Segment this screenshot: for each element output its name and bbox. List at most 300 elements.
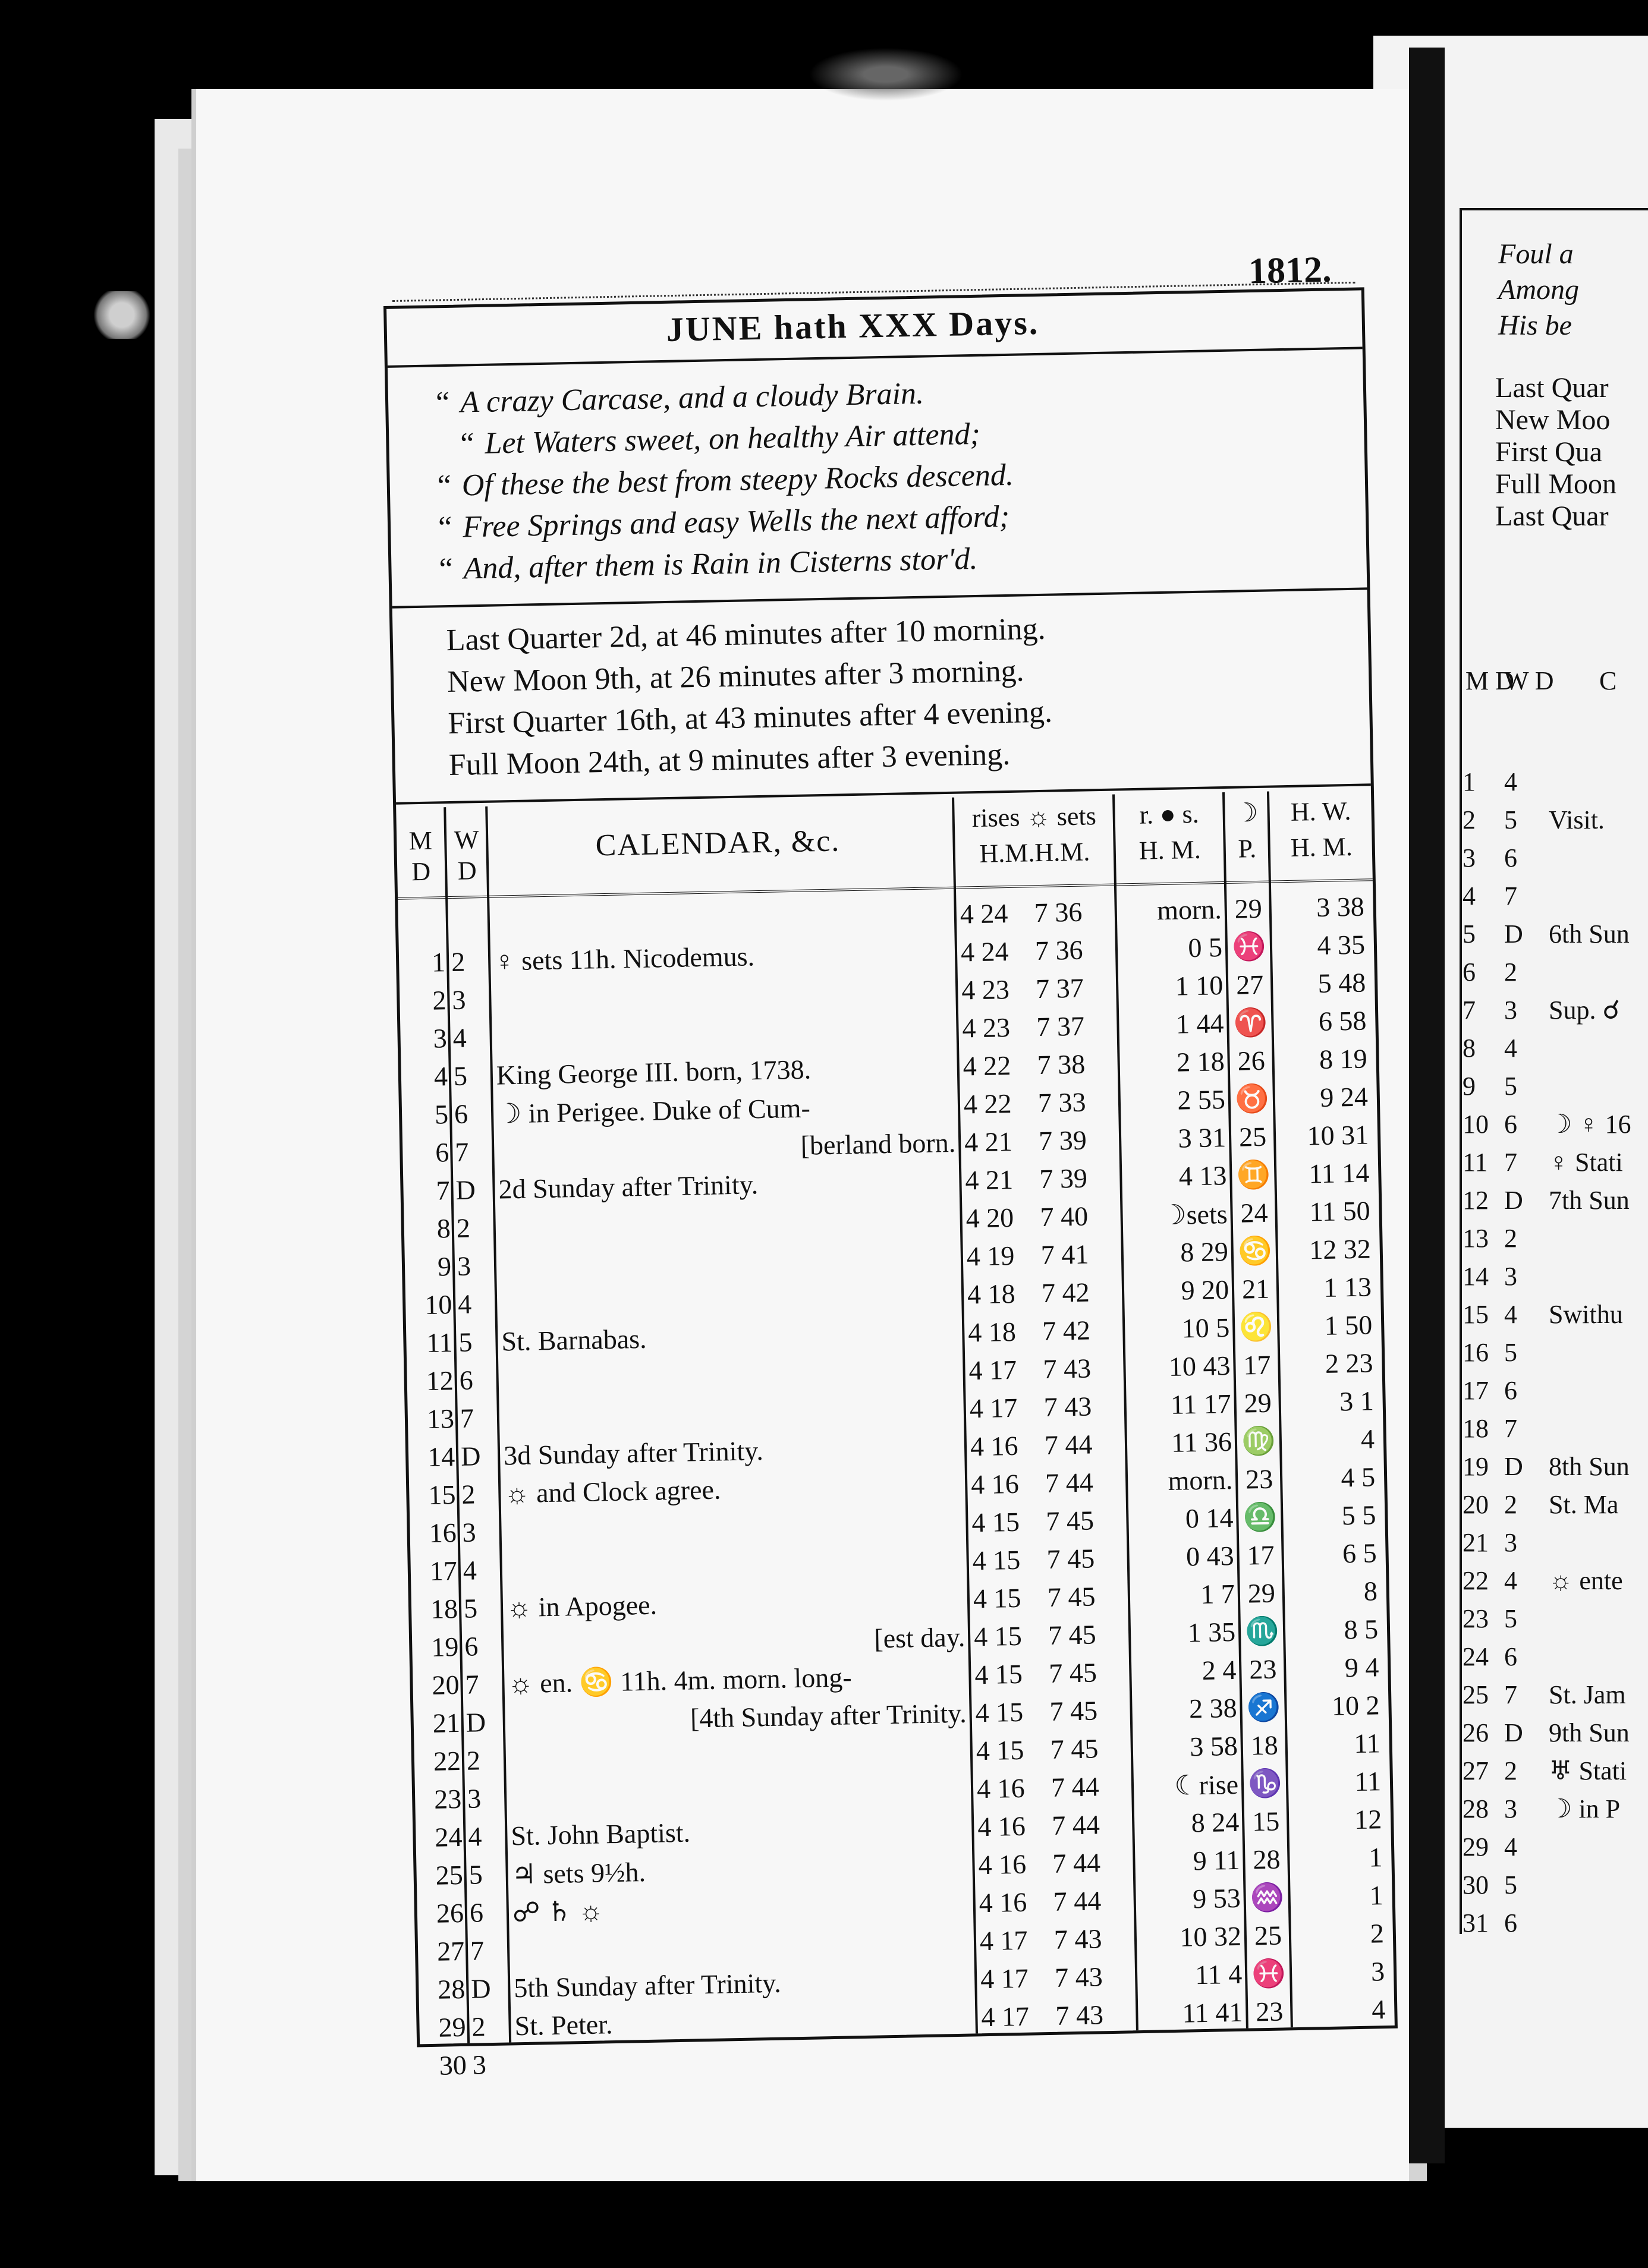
high-water: 6 58 (1318, 1005, 1367, 1037)
header-high-water-units: H. M. (1290, 831, 1353, 862)
moon-rise-set: 8 24 (1191, 1806, 1240, 1838)
moon-rise-set: 9 53 (1192, 1882, 1241, 1914)
facing-row-wd: 6 (1504, 1642, 1517, 1671)
verse-text: And, after them is Rain in Cisterns stor'd. (463, 541, 978, 586)
day-of-month: 19 (430, 1631, 459, 1662)
facing-verse: Foul a (1498, 238, 1574, 270)
facing-row-md: 30 (1463, 1870, 1489, 1900)
day-of-week: 7 (460, 1403, 474, 1434)
calendar-note: St. Barnabas. (501, 1323, 647, 1357)
facing-row-wd: 5 (1504, 1338, 1517, 1367)
moon-place: ♋ (1237, 1235, 1272, 1267)
moon-place: ♓ (1231, 931, 1267, 962)
day-of-month: 15 (427, 1479, 456, 1510)
day-of-month: 23 (433, 1783, 462, 1815)
day-of-week: 2 (471, 2011, 486, 2042)
facing-row-wd: 4 (1504, 1832, 1517, 1861)
sun-rise: 4 24 (960, 898, 1008, 930)
sun-rise: 4 23 (962, 1012, 1011, 1044)
day-of-month: 2 (432, 985, 446, 1016)
facing-row-md: 19 (1463, 1452, 1489, 1481)
moon-place: ♑ (1247, 1768, 1283, 1799)
facing-row-md: 7 (1463, 996, 1476, 1025)
moon-place: 26 (1237, 1045, 1266, 1076)
moon-rise-set: 4 13 (1178, 1160, 1227, 1192)
sun-rise: 4 15 (974, 1658, 1023, 1690)
sun-rise: 4 22 (963, 1088, 1012, 1120)
facing-row-wd: 4 (1504, 1034, 1517, 1063)
moon-rise-set: ☾rise (1174, 1769, 1239, 1801)
sun-set: 7 44 (1045, 1467, 1094, 1498)
facing-row-cal: ☽ in P (1549, 1794, 1621, 1823)
day-of-week: 3 (457, 1250, 471, 1281)
day-of-month: 8 (436, 1213, 451, 1244)
moon-rise-set: ☽sets (1161, 1199, 1228, 1231)
calendar-note: St. John Baptist. (510, 1817, 691, 1851)
sun-set: 7 39 (1039, 1163, 1088, 1195)
day-of-week: 6 (464, 1631, 479, 1662)
day-of-week: 6 (469, 1897, 484, 1928)
high-water: 10 31 (1307, 1119, 1369, 1151)
verse-block (436, 368, 1331, 594)
high-water: 9 24 (1319, 1081, 1369, 1113)
facing-row-wd: 7 (1504, 1680, 1517, 1709)
facing-row-md: 29 (1463, 1832, 1489, 1861)
header-moon-place: ☽ (1234, 798, 1259, 828)
high-water: 1 (1369, 1880, 1384, 1911)
facing-row-md: 27 (1463, 1756, 1489, 1785)
calendar-note (493, 899, 951, 908)
facing-row-cal: Visit. (1549, 805, 1605, 834)
day-of-month: 26 (436, 1897, 464, 1929)
quote-mark: “ (438, 552, 454, 587)
day-of-week: D (455, 1174, 476, 1205)
sun-set: 7 44 (1053, 1885, 1102, 1917)
sun-set: 7 45 (1047, 1581, 1096, 1612)
high-water: 2 23 (1325, 1347, 1373, 1379)
moon-place: 29 (1244, 1387, 1272, 1419)
sun-set: 7 45 (1046, 1543, 1095, 1574)
facing-row-wd: 3 (1504, 1262, 1517, 1291)
day-of-month: 7 (436, 1175, 451, 1206)
sun-set: 7 45 (1048, 1619, 1097, 1650)
facing-row-wd: 2 (1504, 1756, 1517, 1785)
high-water: 1 50 (1324, 1309, 1373, 1341)
high-water: 4 (1371, 1994, 1386, 2025)
facing-row-cal: 7th Sun (1549, 1186, 1630, 1215)
high-water: 4 5 (1341, 1461, 1376, 1493)
facing-header: M D (1465, 666, 1514, 695)
sun-set: 7 44 (1051, 1771, 1100, 1803)
verse-text: Let Waters sweet, on healthy Air attend; (485, 417, 981, 461)
facing-row-wd: 7 (1504, 881, 1517, 911)
moon-rise-set: 2 4 (1202, 1654, 1237, 1686)
sun-rise: 4 23 (961, 974, 1010, 1006)
high-water: 1 (1368, 1842, 1383, 1873)
day-of-month: 3 (433, 1023, 448, 1054)
high-water: 4 (1360, 1423, 1375, 1454)
facing-row-md: 9 (1463, 1072, 1476, 1101)
moon-place: ♓ (1251, 1958, 1287, 1989)
sun-set: 7 43 (1054, 1961, 1103, 1993)
moon-rise-set: morn. (1168, 1464, 1233, 1497)
moon-place (1249, 2033, 1291, 2034)
high-water: 11 14 (1309, 1157, 1370, 1189)
sun-rise: 4 22 (963, 1050, 1011, 1082)
sun-set: 7 45 (1049, 1695, 1098, 1727)
calendar-note: ☼ in Apogee. (506, 1589, 658, 1623)
day-of-month: 6 (435, 1137, 449, 1168)
sun-set: 7 44 (1051, 1809, 1100, 1841)
facing-row-wd: 3 (1504, 1528, 1517, 1557)
facing-row-md: 21 (1463, 1528, 1489, 1557)
day-of-week: 3 (467, 1783, 482, 1814)
moon-place: 21 (1241, 1273, 1270, 1305)
facing-row-wd: 7 (1504, 1414, 1517, 1443)
facing-row-wd: 3 (1504, 1794, 1517, 1823)
day-of-month: 25 (435, 1859, 464, 1891)
moon-place: 23 (1255, 1996, 1284, 2027)
facing-row-md: 1 (1463, 767, 1476, 796)
moon-rise-set: 11 36 (1171, 1426, 1232, 1458)
quote-mark: “ (460, 427, 475, 461)
facing-row-md: 22 (1463, 1566, 1489, 1595)
calendar-note: 5th Sunday after Trinity. (513, 1967, 782, 2004)
sun-set: 7 44 (1044, 1429, 1093, 1461)
sun-rise: 4 17 (980, 2001, 1030, 2033)
sun-set: 7 37 (1036, 1010, 1085, 1042)
facing-row-md: 18 (1463, 1414, 1489, 1443)
header-moon: r. ● s. (1139, 799, 1200, 830)
day-of-week: 2 (461, 1479, 476, 1510)
moon-rise-set: morn. (1156, 894, 1222, 926)
day-of-month: 5 (434, 1099, 449, 1130)
facing-row-cal: 9th Sun (1549, 1718, 1630, 1747)
moon-phase-line: Last Quarter 2d, at 46 minutes after 10 morning. (446, 612, 1046, 658)
moon-rise-set: 3 58 (1189, 1730, 1238, 1762)
facing-row-wd: 7 (1504, 1148, 1517, 1177)
facing-row-cal: 8th Sun (1549, 1452, 1630, 1481)
sun-rise: 4 17 (979, 1924, 1028, 1957)
facing-header: W D (1504, 666, 1554, 695)
quote-mark: “ (438, 510, 452, 545)
day-of-week: 5 (463, 1593, 478, 1624)
header-month-day: M D (408, 826, 433, 887)
sun-set: 7 39 (1038, 1124, 1087, 1157)
day-of-month: 29 (438, 2011, 467, 2043)
facing-row-md: 6 (1463, 957, 1476, 987)
facing-row-wd: D (1504, 1186, 1523, 1215)
calendar-note: ☼ en. ♋ 11h. 4m. morn. long- (508, 1662, 853, 1699)
verse-text: A crazy Carcase, and a cloudy Brain. (460, 376, 924, 420)
header-calendar: CALENDAR, &c. (595, 824, 841, 863)
day-of-week: D (470, 1973, 492, 2004)
moon-rise-set: 11 41 (1182, 1996, 1243, 2028)
day-of-week: 3 (451, 984, 466, 1015)
calendar-note: King George III. born, 1738. (496, 1054, 812, 1091)
facing-header: C (1599, 666, 1617, 695)
moon-place: 25 (1254, 1920, 1282, 1951)
high-water: 12 32 (1309, 1233, 1372, 1265)
facing-row-cal: ♅ Stati (1549, 1756, 1627, 1785)
facing-row-md: 16 (1463, 1338, 1489, 1367)
facing-row-wd: 5 (1504, 805, 1517, 834)
moon-place: ♐ (1246, 1691, 1281, 1723)
sun-set: 7 40 (1040, 1201, 1089, 1233)
sun-rise: 4 16 (977, 1810, 1026, 1842)
day-of-week: 7 (470, 1935, 485, 1966)
moon-rise-set: 10 32 (1179, 1920, 1242, 1952)
moon-rise-set: 10 5 (1181, 1312, 1230, 1344)
facing-row-wd: 5 (1504, 1072, 1517, 1101)
moon-place: 17 (1243, 1349, 1271, 1381)
facing-row-wd: 6 (1504, 1376, 1517, 1405)
sun-set: 7 43 (1053, 1923, 1102, 1955)
moon-place: 29 (1234, 893, 1263, 924)
header-sun-units: H.M.H.M. (979, 837, 1090, 868)
facing-row-md: 13 (1463, 1224, 1489, 1253)
high-water: 11 (1353, 1728, 1381, 1759)
verse-text: Free Springs and easy Wells the next afford; (462, 499, 1010, 544)
high-water: 8 (1363, 1576, 1378, 1606)
day-of-week: D (460, 1441, 481, 1472)
moon-place: ♉ (1234, 1083, 1269, 1114)
day-of-month: 28 (437, 1973, 466, 2005)
sun-rise: 4 16 (979, 1886, 1027, 1919)
calendar-note: [berland born. (800, 1127, 956, 1161)
moon-phase-line: First Quarter 16th, at 43 minutes after 4 evening. (447, 695, 1053, 741)
facing-row-md: 25 (1463, 1680, 1489, 1709)
facing-verse: His be (1498, 310, 1572, 341)
day-of-week: 5 (468, 1859, 483, 1890)
high-water: 3 1 (1339, 1385, 1375, 1417)
moon-rise-set: 2 55 (1177, 1084, 1226, 1116)
moon-place: 23 (1245, 1463, 1273, 1495)
calendar-note: ☍ ♄ ☼ (512, 1895, 604, 1928)
facing-row-md: 10 (1463, 1110, 1489, 1139)
quote-mark: “ (435, 385, 450, 420)
sun-rise: 4 15 (971, 1506, 1020, 1538)
moon-rise-set: 11 4 (1194, 1958, 1243, 1990)
day-of-month: 18 (430, 1593, 458, 1624)
calendar-note: ☼ and Clock agree. (504, 1474, 721, 1509)
facing-row-wd: 3 (1504, 996, 1517, 1025)
sun-rise: 4 15 (973, 1582, 1021, 1614)
sun-set: 7 41 (1040, 1239, 1089, 1271)
sun-rise: 4 17 (980, 1963, 1029, 1995)
facing-phase: Full Moon (1495, 468, 1617, 500)
moon-place: ♊ (1236, 1159, 1271, 1190)
sun-rise: 4 15 (973, 1620, 1023, 1652)
facing-phase: First Qua (1495, 436, 1602, 468)
high-water: 12 (1354, 1804, 1382, 1835)
sun-set: 7 43 (1055, 1999, 1104, 2031)
moon-place: 23 (1248, 1653, 1277, 1685)
sun-rise: 4 17 (969, 1392, 1018, 1424)
header-high-water: H. W. (1290, 796, 1351, 827)
calendar-frame (383, 287, 1398, 2081)
sun-set: 7 45 (1050, 1733, 1099, 1765)
moon-place: 25 (1238, 1121, 1267, 1152)
moon-rise-set: 9 20 (1181, 1274, 1229, 1306)
high-water: 11 50 (1309, 1195, 1371, 1227)
facing-row-wd: D (1504, 1718, 1523, 1747)
facing-row-cal: ♀ Stati (1549, 1148, 1623, 1177)
moon-rise-set: 11 17 (1170, 1388, 1232, 1420)
facing-row-md: 11 (1463, 1148, 1488, 1177)
day-of-month: 20 (432, 1669, 460, 1700)
high-water: 4 35 (1316, 929, 1366, 961)
facing-row-cal: St. Jam (1549, 1680, 1626, 1709)
facing-row-md: 28 (1463, 1794, 1489, 1823)
day-of-week: 6 (459, 1365, 474, 1396)
sun-rise: 4 18 (967, 1278, 1016, 1310)
day-of-week: 2 (456, 1212, 471, 1243)
facing-row-wd: 5 (1504, 1604, 1517, 1633)
sun-set: 7 43 (1043, 1353, 1092, 1385)
moon-phases-block (446, 606, 1341, 789)
facing-row-wd: 4 (1504, 1566, 1517, 1595)
day-of-week: 4 (467, 1821, 482, 1852)
moon-place: ♍ (1241, 1425, 1276, 1457)
book-spine (1409, 48, 1445, 2163)
moon-place: 27 (1235, 969, 1264, 1000)
day-rows (398, 890, 1386, 2081)
facing-row-md: 31 (1463, 1908, 1489, 1938)
day-of-month: 24 (434, 1821, 463, 1853)
high-water: 1 13 (1323, 1271, 1372, 1303)
day-of-month: 9 (437, 1251, 452, 1282)
facing-row-md: 17 (1463, 1376, 1489, 1405)
moon-place: 28 (1252, 1844, 1281, 1875)
calendar-note: 3d Sunday after Trinity. (503, 1435, 764, 1471)
sun-rise: 4 16 (978, 1848, 1027, 1880)
facing-row-cal: St. Ma (1549, 1490, 1619, 1519)
moon-rise-set: 1 10 (1175, 970, 1224, 1001)
facing-row-wd: 6 (1504, 1908, 1517, 1938)
day-of-week: 5 (453, 1060, 468, 1091)
moon-place: ♎ (1243, 1501, 1278, 1533)
moon-rise-set: 1 44 (1175, 1008, 1224, 1040)
header-sun: rises ☼ sets (971, 801, 1097, 833)
day-of-month: 4 (433, 1061, 448, 1092)
header-moon-place-units: P. (1238, 833, 1257, 864)
month-title: JUNE hath XXX Days. (666, 303, 1040, 349)
facing-row-wd: 5 (1504, 1870, 1517, 1900)
facing-row-wd: 2 (1504, 957, 1517, 987)
sun-set: 7 37 (1035, 972, 1084, 1004)
calendar-note: [4th Sunday after Trinity. (690, 1697, 967, 1734)
facing-row-md: 12 (1463, 1186, 1489, 1215)
facing-row-cal: ☼ ente (1549, 1566, 1623, 1595)
facing-row-md: 3 (1463, 843, 1476, 872)
day-of-week: 4 (457, 1289, 472, 1319)
moon-place: ♌ (1239, 1311, 1274, 1343)
facing-row-md: 14 (1463, 1262, 1489, 1291)
calendar-note: 2d Sunday after Trinity. (498, 1169, 759, 1205)
sun-rise: 4 16 (970, 1430, 1018, 1462)
calendar-note: ♀ sets 11h. Nicodemus. (493, 941, 755, 976)
day-of-month (402, 908, 444, 909)
high-water: 10 2 (1331, 1690, 1380, 1721)
title-rule (388, 346, 1363, 367)
facing-row-wd: 6 (1504, 1110, 1517, 1139)
day-of-week: 4 (463, 1555, 477, 1586)
header-moon-units: H. M. (1138, 834, 1202, 865)
facing-phase: Last Quar (1495, 500, 1609, 532)
facing-row-md: 8 (1463, 1034, 1476, 1063)
moon-rise-set: 10 43 (1168, 1350, 1231, 1382)
facing-row-cal: Sup. ☌ (1549, 996, 1621, 1025)
facing-row-wd: 4 (1504, 1300, 1517, 1329)
sun-rise: 4 16 (976, 1772, 1026, 1804)
facing-row-md: 2 (1463, 805, 1476, 834)
facing-row-md: 5 (1463, 919, 1476, 949)
moon-rise-set: 0 5 (1187, 932, 1223, 963)
facing-row-md: 24 (1463, 1642, 1489, 1671)
facing-row-wd: D (1504, 1452, 1523, 1481)
facing-phase: Last Quar (1495, 372, 1609, 404)
moon-rise-set: 0 43 (1185, 1540, 1235, 1572)
quote-mark: “ (437, 468, 452, 503)
header-week-day: W D (454, 825, 479, 886)
moon-place: 17 (1247, 1539, 1275, 1571)
facing-row-cal: Swithu (1549, 1300, 1623, 1329)
moon-phase-line: New Moon 9th, at 26 minutes after 3 morning. (446, 654, 1025, 700)
moon-place: 18 (1250, 1730, 1279, 1761)
calendar-note: ☽ in Perigee. Duke of Cum- (496, 1092, 811, 1129)
high-water: 3 38 (1316, 891, 1365, 923)
moon-rise-set: 1 7 (1200, 1578, 1235, 1610)
facing-verse: Among (1498, 274, 1579, 305)
facing-row-md: 20 (1463, 1490, 1489, 1519)
moon-phase-line: Full Moon 24th, at 9 minutes after 3 evening. (448, 737, 1011, 783)
facing-row-wd: 4 (1504, 767, 1517, 796)
sun-set: 7 36 (1034, 934, 1083, 966)
day-of-week: 6 (454, 1098, 468, 1129)
day-of-week: 7 (454, 1136, 469, 1167)
high-water: 9 4 (1344, 1652, 1379, 1683)
day-of-week: D (466, 1707, 486, 1738)
moon-place: 24 (1240, 1197, 1269, 1228)
sun-set: 7 38 (1037, 1048, 1086, 1081)
sun-set: 7 44 (1052, 1847, 1101, 1879)
moon-rise-set: 1 35 (1187, 1616, 1236, 1648)
moon-rise-set: 8 29 (1180, 1236, 1229, 1268)
sun-set: 7 36 (1034, 896, 1083, 928)
facing-row-wd: 2 (1504, 1224, 1517, 1253)
day-of-month: 17 (429, 1555, 458, 1586)
calendar-grid (396, 789, 1395, 2081)
day-of-month: 22 (433, 1745, 461, 1776)
facing-row-cal: ☽ ♀ 16 (1549, 1110, 1631, 1139)
high-water: 3 (1370, 1956, 1385, 1987)
top-smudge (809, 48, 963, 101)
sun-set: 7 42 (1041, 1277, 1090, 1309)
facing-row-wd: 2 (1504, 1490, 1517, 1519)
moon-place: 29 (1247, 1577, 1276, 1609)
sun-set: 7 45 (1048, 1657, 1097, 1689)
sun-rise: 4 16 (970, 1468, 1020, 1500)
facing-row-md: 26 (1463, 1718, 1489, 1747)
moon-place: ♈ (1233, 1007, 1268, 1038)
day-of-week: 3 (462, 1517, 477, 1548)
moon-place: ♏ (1244, 1615, 1280, 1647)
sun-set: 7 42 (1042, 1315, 1091, 1347)
day-of-month: 12 (426, 1365, 454, 1396)
sun-rise: 4 15 (972, 1544, 1021, 1576)
sun-rise: 4 21 (964, 1126, 1013, 1158)
